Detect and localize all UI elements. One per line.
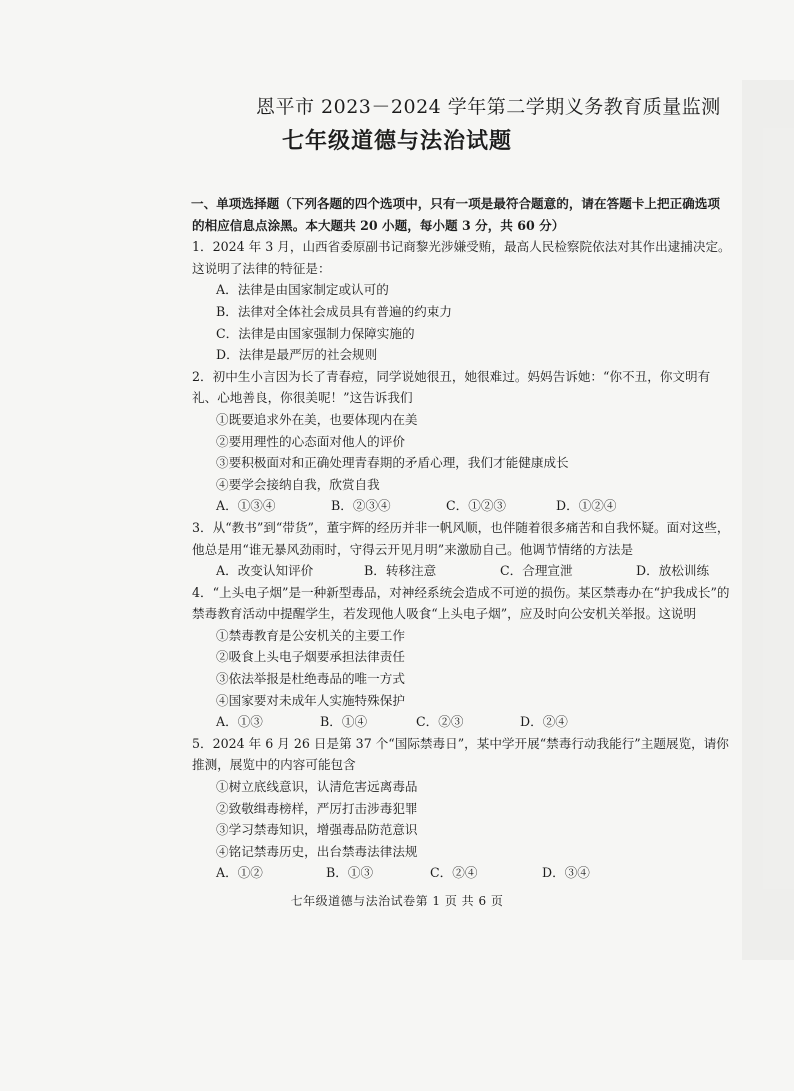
option: D．法律是最严厉的社会规则 xyxy=(216,347,378,363)
choice-row xyxy=(192,711,732,733)
choice-b: B．①④ xyxy=(320,714,368,730)
choice-a: A．①② xyxy=(216,865,263,881)
question-4 xyxy=(192,582,732,733)
statement: ④要学会接纳自我，欣赏自我 xyxy=(216,476,380,492)
choice-row xyxy=(192,560,732,582)
choice-c: C．②④ xyxy=(430,865,478,881)
statement: ①既要追求外在美，也要体现内在美 xyxy=(216,411,418,427)
option: C．法律是由国家强制力保障实施的 xyxy=(216,325,415,341)
statement: ①树立底线意识，认清危害远离毒品 xyxy=(216,779,418,795)
question-stem: 5．2024 年 6 月 26 日是第 37 个“国际禁毒日”，某中学开展“禁毒行动我能行”主题展览，请你推测，展览中的内容可能包含 xyxy=(192,735,729,773)
statement: ②吸食上头电子烟要承担法律责任 xyxy=(216,649,405,665)
question-stem: 2．初中生小言因为长了青春痘，同学说她很丑，她很难过。妈妈告诉她：“你不丑，你文明有礼、心地善良，你很美呢！”这告诉我们 xyxy=(192,368,711,406)
option: A．法律是由国家制定或认可的 xyxy=(216,282,389,298)
choice-a: A．①③④ xyxy=(216,498,276,514)
choice-a: A．①③ xyxy=(216,714,263,730)
choice-c: C．合理宣泄 xyxy=(500,563,573,579)
choice-d: D．②④ xyxy=(520,714,568,730)
question-stem: 4．“上头电子烟”是一种新型毒品，对神经系统会造成不可逆的损伤。某区禁毒办在“护我成长”的禁毒教育活动中提醒学生，若发现他人吸食“上头电子烟”，应及时向公安机关举报。这说明 xyxy=(192,584,730,622)
question-1 xyxy=(192,236,732,366)
statement: ③要积极面对和正确处理青春期的矛盾心理，我们才能健康成长 xyxy=(216,455,569,471)
question-stem: 1．2024 年 3 月，山西省委原副书记商黎光涉嫌受贿，最高人民检察院依法对其作出逮捕决定。这说明了法律的特征是： xyxy=(192,239,731,276)
choice-d: D．放松训练 xyxy=(636,563,710,579)
question-2 xyxy=(192,366,732,517)
exam-header-title: 恩平市 2023－2024 学年第二学期义务教育质量监测 xyxy=(256,96,721,118)
statement: ③依法举报是杜绝毒品的唯一方式 xyxy=(216,671,405,687)
question-5 xyxy=(192,733,732,884)
choice-b: B．转移注意 xyxy=(364,563,437,579)
choice-b: B．②③④ xyxy=(331,498,391,514)
page-footer: 七年级道德与法治试卷第 1 页 共 6 页 xyxy=(290,894,504,908)
choice-row xyxy=(192,495,732,517)
choice-row xyxy=(192,862,732,884)
statement: ②致敬缉毒榜样，严厉打击涉毒犯罪 xyxy=(216,800,418,816)
choice-a: A．改变认知评价 xyxy=(216,563,314,579)
statement: ④铭记禁毒历史，出台禁毒法律法规 xyxy=(216,843,418,859)
choice-d: D．①②④ xyxy=(556,498,617,514)
exam-subject-title: 七年级道德与法治试题 xyxy=(281,128,512,154)
statement: ②要用理性的心态面对他人的评价 xyxy=(216,433,405,449)
statement: ④国家要对未成年人实施特殊保护 xyxy=(216,692,405,708)
option: B．法律对全体社会成员具有普遍的约束力 xyxy=(216,303,452,319)
statement: ③学习禁毒知识，增强毒品防范意识 xyxy=(216,822,418,838)
choice-d: D．③④ xyxy=(542,865,590,881)
section-heading: 一、单项选择题（下列各题的四个选项中，只有一项是最符合题意的，请在答题卡上把正确选项的相应信息点涂黑。本大题共 20 小题，每小题 3 分，共 60 分） xyxy=(191,196,720,233)
exam-body xyxy=(192,193,732,884)
question-3 xyxy=(192,517,732,582)
choice-c: C．①②③ xyxy=(446,498,507,514)
scan-bleed xyxy=(742,80,794,960)
choice-c: C．②③ xyxy=(416,714,464,730)
statement: ①禁毒教育是公安机关的主要工作 xyxy=(216,627,405,643)
choice-b: B．①③ xyxy=(326,865,374,881)
question-stem: 3．从“教书”到“带货”，董宇辉的经历并非一帆风顺，也伴随着很多痛苦和自我怀疑。面对这些，他总是用“谁无暴风劲雨时，守得云开见月明”来激励自己。他调节情绪的方法是 xyxy=(192,519,730,557)
